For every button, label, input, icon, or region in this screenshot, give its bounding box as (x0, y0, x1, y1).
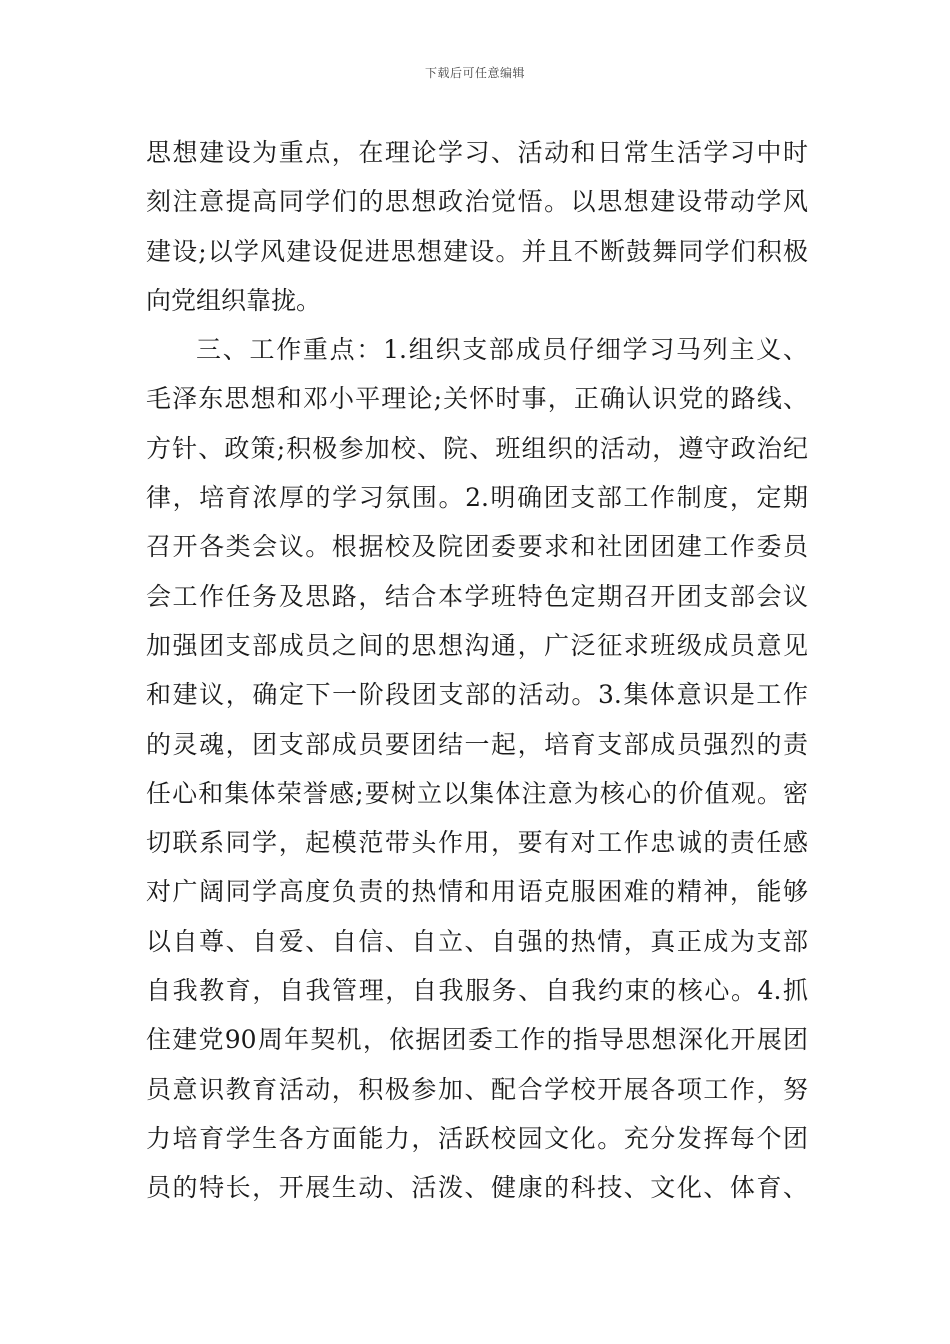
text-line: 建设;以学风建设促进思想建设。并且不断鼓舞同学们积极 (146, 236, 808, 266)
text-line: 的灵魂，团支部成员要团结一起，培育支部成员强烈的责 (146, 729, 808, 759)
text-line: 员意识教育活动，积极参加、配合学校开展各项工作，努 (146, 1074, 808, 1104)
text-line: 向党组织靠拢。 (146, 285, 322, 315)
text-line: 自我教育，自我管理，自我服务、自我约束的核心。4.抓 (146, 976, 808, 1006)
text-line: 任心和集体荣誉感;要树立以集体注意为核心的价值观。密 (146, 778, 808, 808)
text-line: 加强团支部成员之间的思想沟通，广泛征求班级成员意见 (146, 630, 808, 660)
paragraph-2 (146, 325, 808, 1212)
text-line: 律，培育浓厚的学习氛围。2.明确团支部工作制度，定期 (146, 483, 808, 513)
text-line: 员的特长，开展生动、活泼、健康的科技、文化、体育、 (146, 1173, 808, 1203)
text-line: 毛泽东思想和邓小平理论;关怀时事，正确认识党的路线、 (146, 384, 808, 414)
page-header: 下载后可任意编辑 (424, 66, 525, 80)
text-line: 以自尊、自爱、自信、自立、自强的热情，真正成为支部 (146, 926, 808, 956)
text-line: 和建议，确定下一阶段团支部的活动。3.集体意识是工作 (146, 680, 808, 710)
text-line: 思想建设为重点，在理论学习、活动和日常生活学习中时 (146, 138, 808, 167)
text-line: 力培育学生各方面能力，活跃校园文化。充分发挥每个团 (146, 1123, 808, 1153)
text-line: 住建党90周年契机，依据团委工作的指导思想深化开展团 (146, 1025, 808, 1055)
text-line: 方针、政策;积极参加校、院、班组织的活动，遵守政治纪 (146, 433, 808, 463)
text-line: 会工作任务及思路，结合本学班特色定期召开团支部会议 (146, 581, 808, 611)
document-body (146, 128, 808, 1213)
text-line: 三、工作重点：1.组织支部成员仔细学习马列主义、 (196, 335, 808, 365)
text-line: 对广阔同学高度负责的热情和用语克服困难的精神，能够 (146, 877, 808, 907)
text-line: 切联系同学，起模范带头作用，要有对工作忠诚的责任感 (146, 828, 808, 858)
text-line: 刻注意提高同学们的思想政治觉悟。以思想建设带动学风 (146, 187, 808, 217)
text-line: 召开各类会议。根据校及院团委要求和社团团建工作委员 (146, 532, 808, 562)
paragraph-1 (146, 128, 808, 325)
